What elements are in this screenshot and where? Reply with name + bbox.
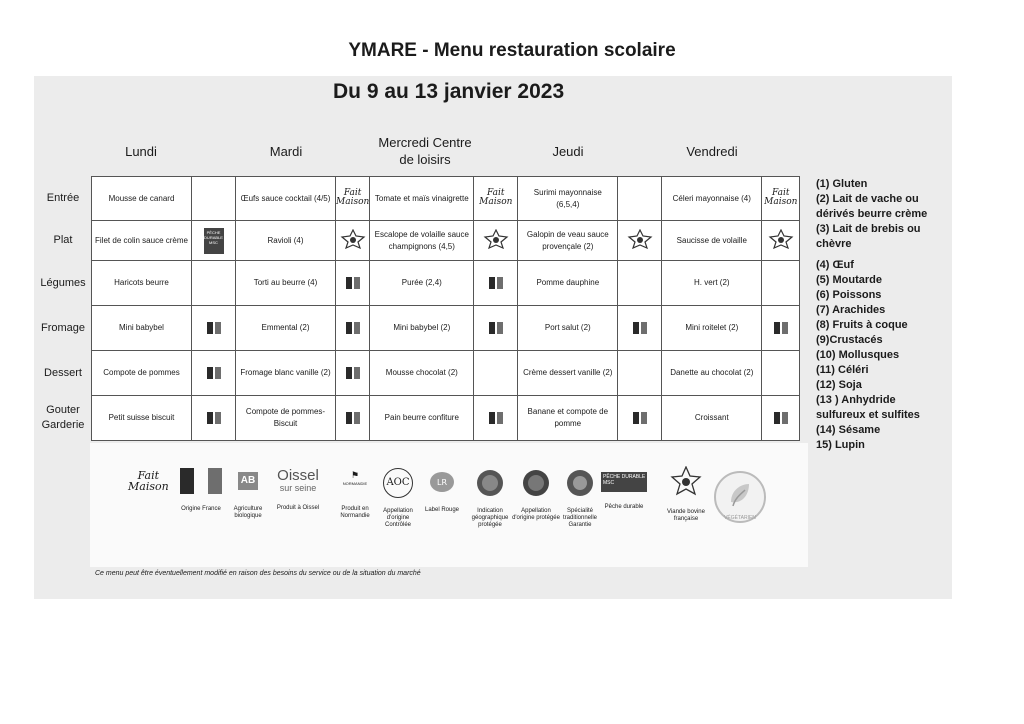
origine-france-icon (345, 277, 361, 289)
menu-cell: Céleri mayonnaise (4) (662, 177, 762, 221)
day-header-mercredi: Mercredi Centre de loisirs (378, 135, 472, 167)
allergen-item: (9)Crustacés (816, 334, 883, 346)
legend-origine-france: Origine France (176, 468, 226, 513)
origine-france-icon (632, 412, 648, 424)
legend-msc: PÊCHE DURABLE MSC Pêche durable (603, 474, 646, 510)
allergen-item: (14) Sésame (816, 424, 881, 436)
day-header-jeudi: Jeudi (552, 144, 584, 159)
origine-france-icon (632, 322, 648, 334)
aoc-icon: AOC (383, 468, 413, 498)
document-title: YMARE - Menu restauration scolaire (348, 40, 676, 61)
allergen-item: 15) Lupin (816, 439, 865, 451)
viande-bovine-icon (483, 229, 509, 249)
origine-france-icon (206, 322, 222, 334)
viande-bovine-icon (670, 466, 702, 496)
menu-cell: Surimi mayonnaise (6,5,4) (518, 177, 618, 221)
igp-icon (476, 469, 504, 497)
legend-aop: Appellation d'origine protégée (512, 469, 560, 522)
menu-cell: Purée (2,4) (370, 261, 474, 306)
fait-maison-icon: Fait Maison (128, 469, 169, 493)
allergen-item: (11) Céléri (816, 364, 869, 376)
fait-maison-icon: Fait Maison (764, 188, 798, 207)
menu-cell: Mini babybel (92, 306, 192, 351)
menu-cell: Œufs sauce cocktail (4/5) (236, 177, 336, 221)
legend-vegetarien: VÉGÉTARIEN (712, 470, 768, 522)
legend-fait-maison (128, 470, 168, 493)
origine-france-icon (488, 412, 504, 424)
menu-cell: Petit suisse biscuit (92, 396, 192, 441)
allergen-item: (4) Œuf (816, 259, 854, 271)
allergen-item: (3) Lait de brebis ou chèvre (816, 223, 921, 250)
menu-cell: Mousse chocolat (2) (370, 351, 474, 396)
msc-icon: PÊCHE DURABLE MSC (601, 472, 647, 492)
table-row (92, 177, 800, 221)
stg-icon (566, 469, 594, 497)
normandie-icon: ⚑ (350, 470, 360, 480)
menu-cell: Ravioli (4) (236, 221, 336, 261)
allergen-item: (8) Fruits à coque (816, 319, 908, 331)
row-label-legumes: Légumes (40, 277, 86, 289)
allergen-item: (12) Soja (816, 379, 862, 391)
menu-cell: Port salut (2) (518, 306, 618, 351)
origine-france-icon (488, 277, 504, 289)
legend-stg: Spécialité traditionnelle Garantie (557, 469, 603, 529)
row-label-gouter: Gouter Garderie (41, 404, 85, 431)
ab-icon: AB (238, 472, 258, 490)
menu-cell: Torti au beurre (4) (236, 261, 336, 306)
legend-igp: Indication géographique protégée (466, 469, 514, 529)
origine-france-icon (206, 412, 222, 424)
table-row (92, 261, 800, 306)
viande-bovine-icon (768, 229, 794, 249)
allergen-item: (10) Mollusques (816, 349, 900, 361)
menu-cell: H. vert (2) (662, 261, 762, 306)
legend-label-rouge: LR Label Rouge (420, 470, 464, 514)
menu-cell: Banane et compote de pomme (518, 396, 618, 441)
menu-cell: Crème dessert vanille (2) (518, 351, 618, 396)
day-header-vendredi: Vendredi (686, 144, 738, 159)
allergen-item: (13 ) Anhydride sulfureux et sulfites (816, 394, 920, 421)
footer-note: Ce menu peut être éventuellement modifié en raison des besoins du service ou de la situation du marché (95, 570, 421, 577)
viande-bovine-icon (627, 229, 653, 249)
menu-cell: Haricots beurre (92, 261, 192, 306)
legend-viande-bovine: Viande bovine française (662, 466, 710, 523)
origine-france-icon (178, 468, 224, 494)
menu-cell: Mini babybel (2) (370, 306, 474, 351)
menu-cell: Mini roitelet (2) (662, 306, 762, 351)
menu-cell: Filet de colin sauce crème (92, 221, 192, 261)
fait-maison-icon: Fait Maison (479, 188, 513, 207)
legend-normandie: ⚑ NORMANDIE Produit en Normandie (334, 469, 376, 520)
legend-bio: AB Agriculture biologique (229, 472, 267, 520)
allergen-item: (6) Poissons (816, 289, 882, 301)
oissel-icon: Oissel (277, 467, 319, 484)
menu-cell: Compote de pommes (92, 351, 192, 396)
allergen-item: (2) Lait de vache ou dérivés beurre crème (816, 193, 928, 220)
row-label-plat: Plat (53, 234, 73, 246)
msc-icon: PÊCHE DURABLE MSC (204, 228, 224, 254)
day-header-lundi: Lundi (125, 144, 157, 159)
table-row (92, 221, 800, 261)
origine-france-icon (345, 412, 361, 424)
viande-bovine-icon (340, 229, 366, 249)
menu-cell: Croissant (662, 396, 762, 441)
menu-cell: Compote de pommes-Biscuit (236, 396, 336, 441)
menu-cell: Danette au chocolat (2) (662, 351, 762, 396)
menu-cell: Saucisse de volaille (662, 221, 762, 261)
menu-cell: Fromage blanc vanille (2) (236, 351, 336, 396)
menu-cell: Galopin de veau sauce provençale (2) (518, 221, 618, 261)
origine-france-icon (345, 367, 361, 379)
origine-france-icon (773, 412, 789, 424)
table-row (92, 306, 800, 351)
origine-france-icon (488, 322, 504, 334)
origine-france-icon (206, 367, 222, 379)
allergen-item: (7) Arachides (816, 304, 886, 316)
date-range: Du 9 au 13 janvier 2023 (333, 80, 565, 103)
fait-maison-icon: Fait Maison (336, 188, 370, 207)
menu-cell: Emmental (2) (236, 306, 336, 351)
row-label-dessert: Dessert (44, 367, 82, 379)
legend-oissel: Oissel sur seine Produit à Oissel (268, 468, 328, 512)
table-row (92, 351, 800, 396)
day-header-mardi: Mardi (269, 144, 303, 159)
menu-table (91, 176, 800, 441)
allergen-item: (1) Gluten (816, 178, 868, 190)
svg-text:LR: LR (436, 478, 448, 487)
row-label-fromage: Fromage (40, 322, 86, 334)
allergen-item: (5) Moutarde (816, 274, 882, 286)
label-rouge-icon (429, 470, 455, 494)
menu-cell: Mousse de canard (92, 177, 192, 221)
menu-cell: Tomate et maïs vinaigrette (370, 177, 474, 221)
menu-cell: Escalope de volaille sauce champignons (4,5) (370, 221, 474, 261)
origine-france-icon (345, 322, 361, 334)
menu-cell: Pain beurre confiture (370, 396, 474, 441)
row-label-entree: Entrée (46, 192, 80, 204)
menu-cell: Pomme dauphine (518, 261, 618, 306)
origine-france-icon (773, 322, 789, 334)
aop-icon (522, 469, 550, 497)
legend-aoc: AOC Appellation d'origine Contrôlée (376, 468, 420, 529)
allergen-list (816, 177, 946, 453)
table-row (92, 396, 800, 441)
